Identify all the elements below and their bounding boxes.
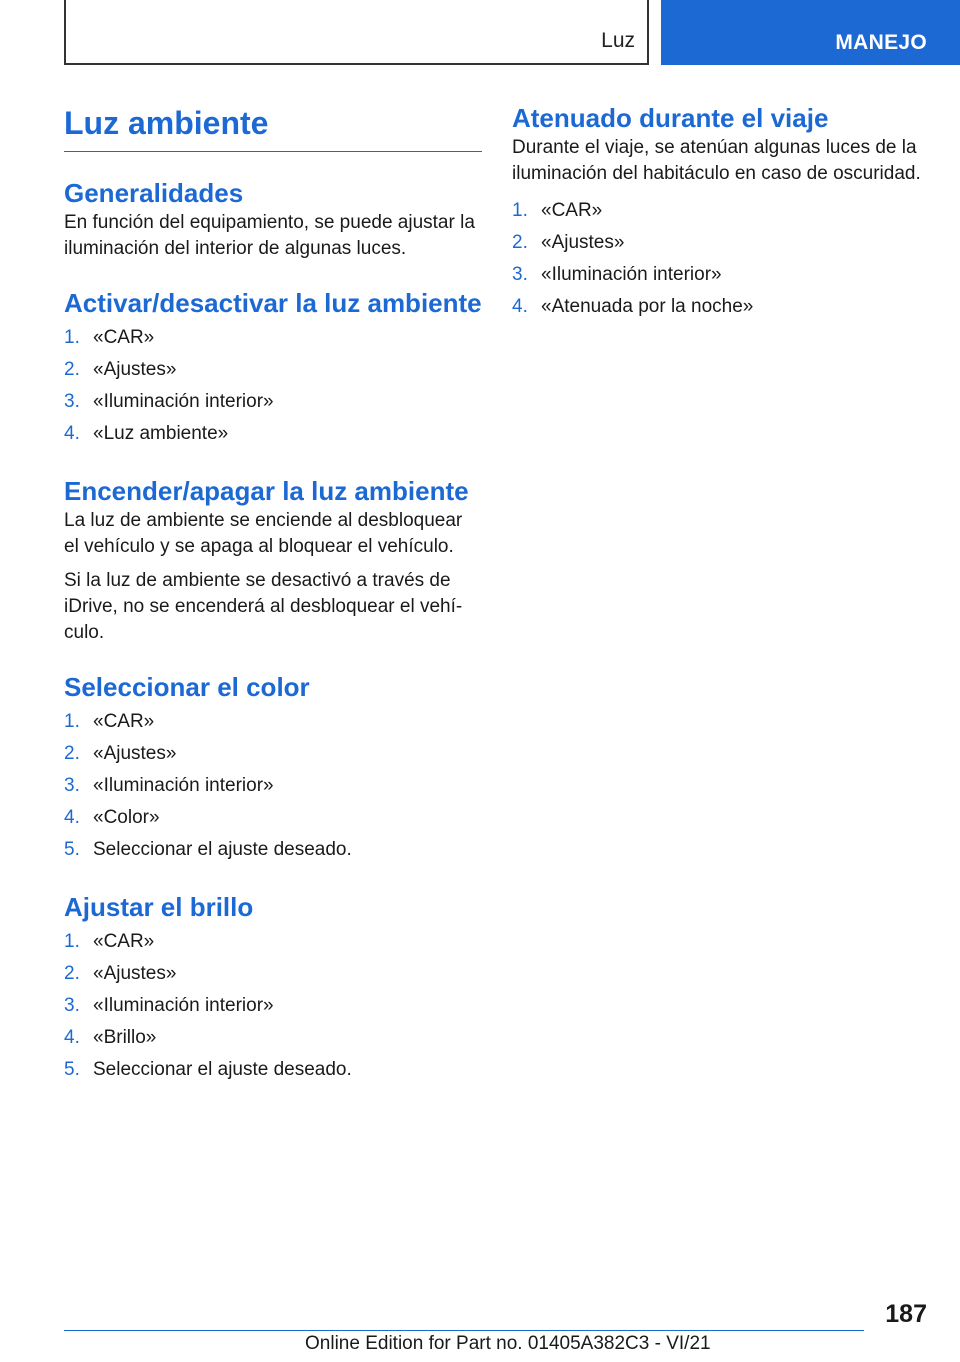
- step-number: 2.: [512, 232, 528, 253]
- list-item: [64, 926, 482, 958]
- text-generalidades: En función del equipamiento, se puede ajustar la iluminación del interior de algunas luces.: [64, 212, 475, 259]
- step-text: «Iluminación interior»: [93, 391, 274, 412]
- step-number: 2.: [64, 743, 80, 764]
- list-item: [64, 354, 482, 386]
- list-item: [64, 322, 482, 354]
- list-item: [64, 418, 482, 450]
- header-chapter-box: [64, 0, 649, 65]
- step-number: 2.: [64, 359, 80, 380]
- step-text: «Atenuada por la noche»: [541, 296, 754, 317]
- heading-encender: Encender/apagar la luz ambiente: [64, 476, 469, 506]
- steps-color: [64, 706, 482, 866]
- list-item: [64, 834, 482, 866]
- step-text: «CAR»: [93, 711, 155, 732]
- steps-activar: [64, 322, 482, 450]
- footer-edition-text: Online Edition for Part no. 01405A382C3 - VI/21: [305, 1333, 711, 1354]
- step-text: «Ajustes»: [93, 359, 177, 380]
- header-section-tab: [661, 0, 960, 65]
- step-text: «Iluminación interior»: [541, 264, 722, 285]
- step-text: «CAR»: [93, 931, 155, 952]
- list-item: [512, 291, 932, 323]
- steps-brillo: [64, 926, 482, 1086]
- left-column: [64, 100, 482, 1086]
- text-encender-1: La luz de ambiente se enciende al desbloquear el vehículo y se apaga al bloquear el vehículo.: [64, 510, 463, 557]
- step-number: 4.: [512, 296, 528, 317]
- step-text: «CAR»: [541, 200, 603, 221]
- step-number: 2.: [64, 963, 80, 984]
- step-number: 4.: [64, 807, 80, 828]
- list-item: [64, 802, 482, 834]
- header-chapter-label: Luz: [601, 29, 635, 52]
- heading-color: Seleccionar el color: [64, 672, 310, 702]
- step-text: «Ajustes»: [541, 232, 625, 253]
- step-text: Seleccionar el ajuste deseado.: [93, 839, 352, 860]
- step-number: 3.: [64, 775, 80, 796]
- list-item: [64, 990, 482, 1022]
- list-item: [512, 195, 932, 227]
- list-item: [64, 1054, 482, 1086]
- step-number: 3.: [512, 264, 528, 285]
- heading-activar: Activar/desactivar la luz ambiente: [64, 288, 482, 318]
- list-item: [64, 386, 482, 418]
- heading-generalidades: Generalidades: [64, 178, 244, 208]
- list-item: [64, 958, 482, 990]
- text-atenuado: Durante el viaje, se atenúan algunas luces de la iluminación del habitáculo en caso de oscuridad.: [512, 137, 921, 184]
- step-number: 3.: [64, 391, 80, 412]
- step-number: 4.: [64, 423, 80, 444]
- step-number: 5.: [64, 1059, 80, 1080]
- step-text: Seleccionar el ajuste deseado.: [93, 1059, 352, 1080]
- step-text: «Iluminación interior»: [93, 995, 274, 1016]
- step-text: «CAR»: [93, 327, 155, 348]
- heading-brillo: Ajustar el brillo: [64, 892, 254, 922]
- page-number: 187: [885, 1300, 927, 1328]
- step-number: 4.: [64, 1027, 80, 1048]
- step-number: 5.: [64, 839, 80, 860]
- step-number: 1.: [64, 711, 80, 732]
- list-item: [64, 706, 482, 738]
- step-number: 3.: [64, 995, 80, 1016]
- right-column: [512, 100, 932, 323]
- list-item: [64, 770, 482, 802]
- step-text: «Ajustes»: [93, 743, 177, 764]
- text-encender-2: Si la luz de ambiente se desactivó a través de iDrive, no se encenderá al desbloquear el vehí‐culo.: [64, 570, 463, 643]
- step-number: 1.: [64, 327, 80, 348]
- step-number: 1.: [64, 931, 80, 952]
- heading-atenuado: Atenuado durante el viaje: [512, 103, 829, 133]
- page-title: Luz ambiente: [64, 100, 482, 152]
- step-text: «Brillo»: [93, 1027, 157, 1048]
- step-text: «Color»: [93, 807, 160, 828]
- list-item: [64, 1022, 482, 1054]
- list-item: [512, 259, 932, 291]
- header-section-label: MANEJO: [835, 31, 927, 54]
- step-text: «Ajustes»: [93, 963, 177, 984]
- list-item: [64, 738, 482, 770]
- list-item: [512, 227, 932, 259]
- step-text: «Luz ambiente»: [93, 423, 229, 444]
- steps-atenuado: [512, 195, 932, 323]
- step-number: 1.: [512, 200, 528, 221]
- step-text: «Iluminación interior»: [93, 775, 274, 796]
- footer-divider: [64, 1330, 864, 1331]
